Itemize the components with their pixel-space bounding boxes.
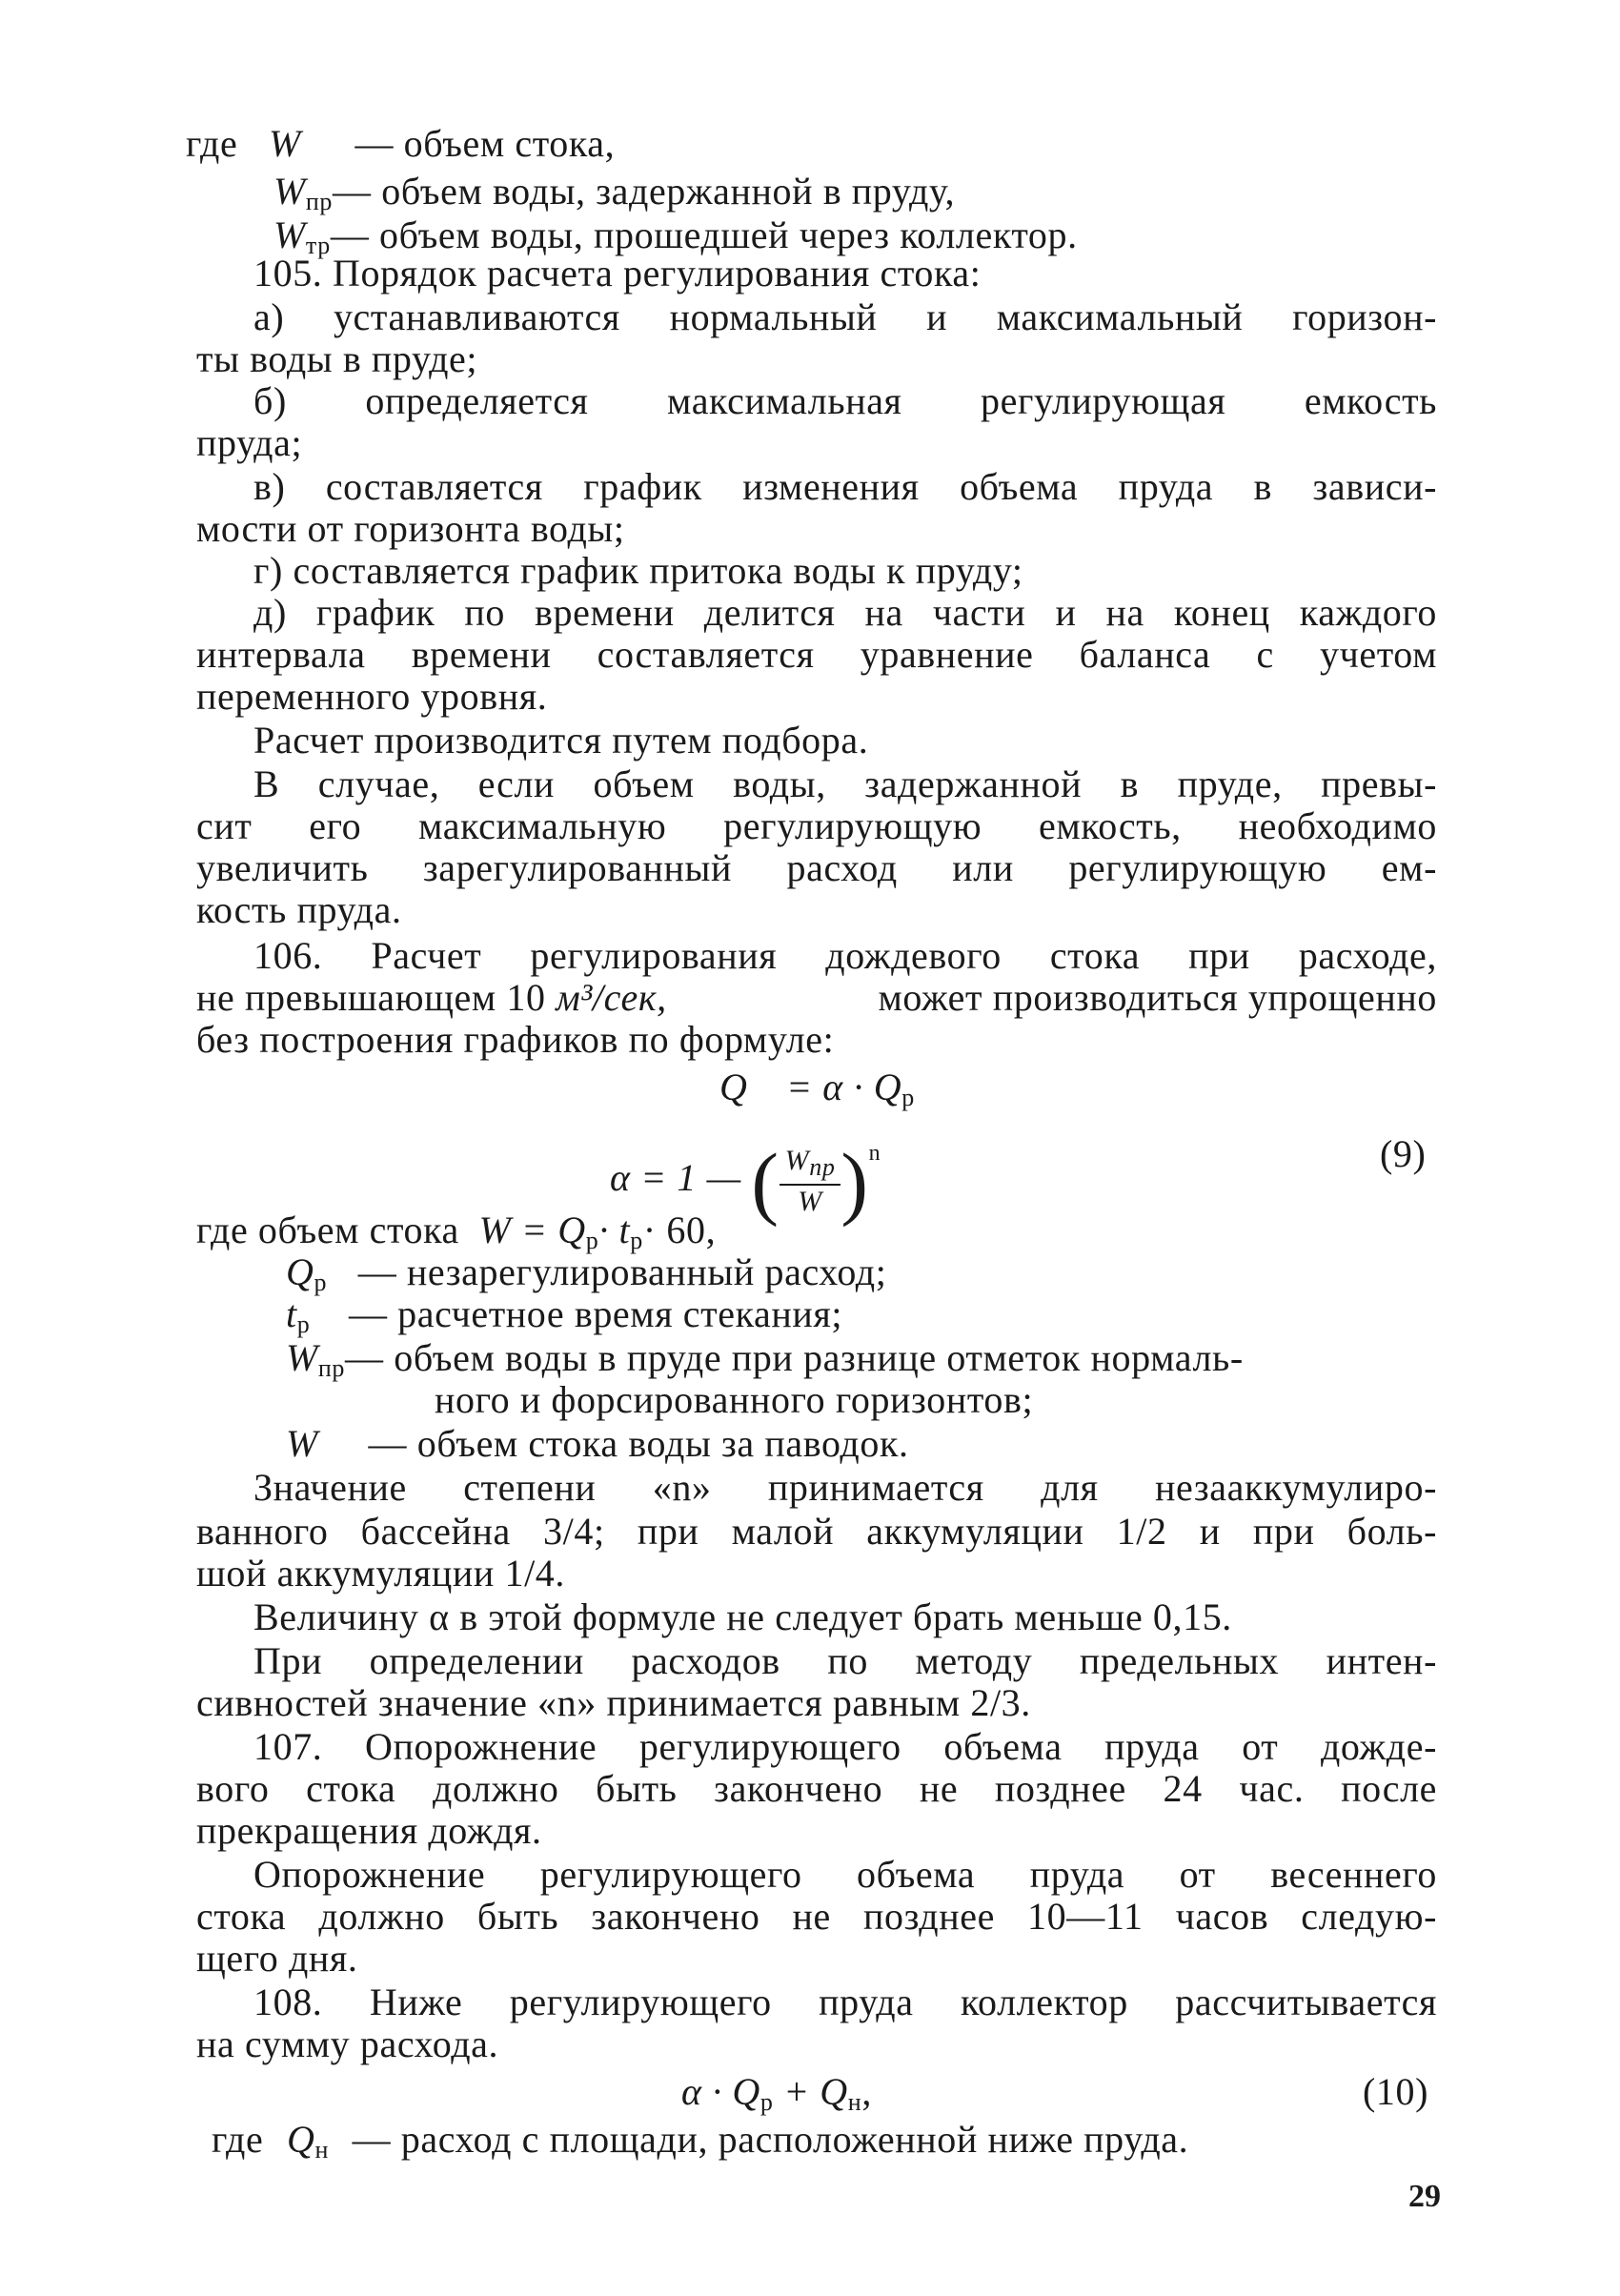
item-e-line-2: интервала времени составляется уравнение баланса с учетом bbox=[196, 633, 1437, 676]
page-number: 29 bbox=[1408, 2179, 1441, 2214]
subscript: р bbox=[759, 2088, 774, 2116]
subscript: тр bbox=[305, 232, 331, 259]
symbol-t: t bbox=[286, 1292, 297, 1335]
formula-10-number: (10) bbox=[1363, 2070, 1429, 2113]
paragraph-107-line-2: вого стока должно быть закончено не позднее 24 час. после bbox=[196, 1767, 1437, 1810]
definition-text: — объем воды, прошедшей через коллектор. bbox=[330, 213, 1078, 256]
paragraph-108-line-2: на сумму расхода. bbox=[196, 2022, 499, 2065]
symbol-w: W bbox=[273, 170, 306, 213]
subscript: р bbox=[296, 1311, 311, 1338]
paragraph-106-line-3: без построения графиков по формуле: bbox=[196, 1018, 835, 1061]
where-line-wpr-continued: ного и форсированного горизонтов; bbox=[435, 1378, 1034, 1421]
formula-expression: W = Q bbox=[478, 1209, 586, 1251]
definition-text: — объем воды, задержанной в пруду, bbox=[333, 170, 956, 213]
formula-expression: · t bbox=[598, 1209, 631, 1251]
alpha-limit-line: Величину α в этой формуле не следует брать меньше 0,15. bbox=[253, 1595, 1232, 1638]
numerator: W bbox=[784, 1145, 810, 1177]
item-a-line-2: ты воды в пруде; bbox=[196, 337, 478, 380]
formula-10 bbox=[681, 2070, 872, 2124]
paragraph-106-line-1: 106. Расчет регулирования дождевого стока при расходе, bbox=[253, 934, 1437, 977]
formula-comma: , bbox=[861, 2070, 872, 2113]
subscript: р bbox=[630, 1227, 643, 1254]
symbol-w: W bbox=[273, 213, 306, 256]
formula-9-number: (9) bbox=[1380, 1132, 1427, 1175]
symbol-w: W bbox=[286, 1336, 318, 1379]
spring-line-1: Опорожнение регулирующего объема пруда от весеннего bbox=[253, 1853, 1437, 1896]
item-c-line-1: в) составляется график изменения объема пруда в зависи- bbox=[253, 465, 1437, 508]
definition-text: — расчетное время стекания; bbox=[348, 1292, 843, 1335]
fraction bbox=[780, 1145, 841, 1218]
exponent-line-2: ванного бассейна 3/4; при малой аккумуляции 1/2 и при боль- bbox=[196, 1510, 1437, 1553]
paragraph-108-line-1: 108. Ниже регулирующего пруда коллектор рассчитывается bbox=[253, 1981, 1437, 2023]
where-line-w bbox=[186, 122, 615, 166]
text-before-unit: не превышающем 10 bbox=[196, 976, 546, 1019]
subscript: н bbox=[314, 2136, 329, 2164]
symbol-q: Q bbox=[286, 1250, 314, 1293]
spring-line-3: щего дня. bbox=[196, 1937, 358, 1980]
where-line-w bbox=[286, 1422, 909, 1466]
symbol-w: W bbox=[268, 122, 301, 165]
subscript: р bbox=[585, 1227, 599, 1254]
where-word: где bbox=[212, 2118, 264, 2161]
calculation-note: Расчет производится путем подбора. bbox=[253, 719, 869, 762]
subscript: р bbox=[901, 1084, 915, 1111]
exponent: n bbox=[868, 1141, 881, 1166]
definition-text: — объем стока, bbox=[354, 122, 616, 165]
definition-text: — объем стока воды за паводок. bbox=[368, 1422, 909, 1465]
denominator: W bbox=[798, 1186, 822, 1218]
case-line-3: увеличить зарегулированный расход или регулирующую ем- bbox=[196, 846, 1437, 889]
text-after-unit: может производиться упрощенно bbox=[878, 976, 1437, 1019]
exponent-line-1: Значение степени «n» принимается для незааккумулиро- bbox=[253, 1466, 1437, 1509]
subscript: пр bbox=[809, 1153, 836, 1182]
subscript: пр bbox=[317, 1354, 346, 1382]
symbol-w: W bbox=[286, 1422, 318, 1465]
paragraph-107-line-3: прекращения дождя. bbox=[196, 1809, 542, 1852]
item-b-line-1: б) определяется максимальная регулирующая емкость bbox=[253, 379, 1437, 422]
left-paren: ( bbox=[751, 1135, 780, 1228]
item-e-line-1: д) график по времени делится на части и на конец каждого bbox=[253, 591, 1437, 634]
limit-intensity-line-1: При определении расходов по методу предельных интен- bbox=[253, 1639, 1437, 1682]
formula-symbol: Q bbox=[719, 1066, 748, 1108]
spring-line-2: стока должно быть закончено не позднее 10—11 часов следую- bbox=[196, 1895, 1437, 1938]
formula-expression: · 60, bbox=[642, 1209, 717, 1251]
formula-expression: = α · Q bbox=[786, 1066, 902, 1108]
subscript: пр bbox=[305, 188, 334, 215]
symbol-q: Q bbox=[286, 2118, 315, 2161]
definition-text: — расход с площади, расположенной ниже пруда. bbox=[352, 2118, 1189, 2161]
limit-intensity-line-2: сивностей значение «n» принимается равным 2/3. bbox=[196, 1681, 1031, 1724]
where-line-qn bbox=[212, 2118, 1188, 2172]
paragraph-106-line-2 bbox=[196, 976, 1437, 1020]
item-d-line-1: г) составляется график притока воды к пруду; bbox=[253, 549, 1023, 592]
item-a-line-1: а) устанавливаются нормальный и максимальный горизон- bbox=[253, 295, 1437, 338]
definition-text: — незарегулированный расход; bbox=[357, 1250, 887, 1293]
right-paren: ) bbox=[840, 1135, 869, 1228]
case-line-4: кость пруда. bbox=[196, 888, 402, 931]
case-line-1: В случае, если объем воды, задержанной в пруде, превы- bbox=[253, 762, 1437, 805]
definition-text: — объем воды в пруде при разнице отметок нормаль- bbox=[345, 1336, 1244, 1379]
paragraph-107-line-1: 107. Опорожнение регулирующего объема пруда от дожде- bbox=[253, 1725, 1437, 1768]
paragraph-105-heading: 105. Порядок расчета регулирования стока: bbox=[253, 252, 982, 295]
where-word: где bbox=[186, 122, 238, 165]
exponent-line-3: шой аккумуляции 1/4. bbox=[196, 1552, 565, 1595]
formula-9-line-2 bbox=[610, 1106, 881, 1228]
formula-expression: α = 1 — bbox=[610, 1156, 741, 1199]
subscript: н bbox=[847, 2088, 862, 2116]
formula-expression: α · Q bbox=[681, 2070, 760, 2113]
where-word: где объем стока bbox=[196, 1209, 459, 1251]
case-line-2: сит его максимальную регулирующую емкость, необходимо bbox=[196, 804, 1437, 847]
formula-expression: + Q bbox=[783, 2070, 848, 2113]
unit-text: м³/сек, bbox=[556, 976, 667, 1019]
item-c-line-2: мости от горизонта воды; bbox=[196, 507, 625, 550]
item-b-line-2: пруда; bbox=[196, 421, 303, 464]
item-e-line-3: переменного уровня. bbox=[196, 675, 548, 718]
subscript: р bbox=[314, 1269, 328, 1296]
